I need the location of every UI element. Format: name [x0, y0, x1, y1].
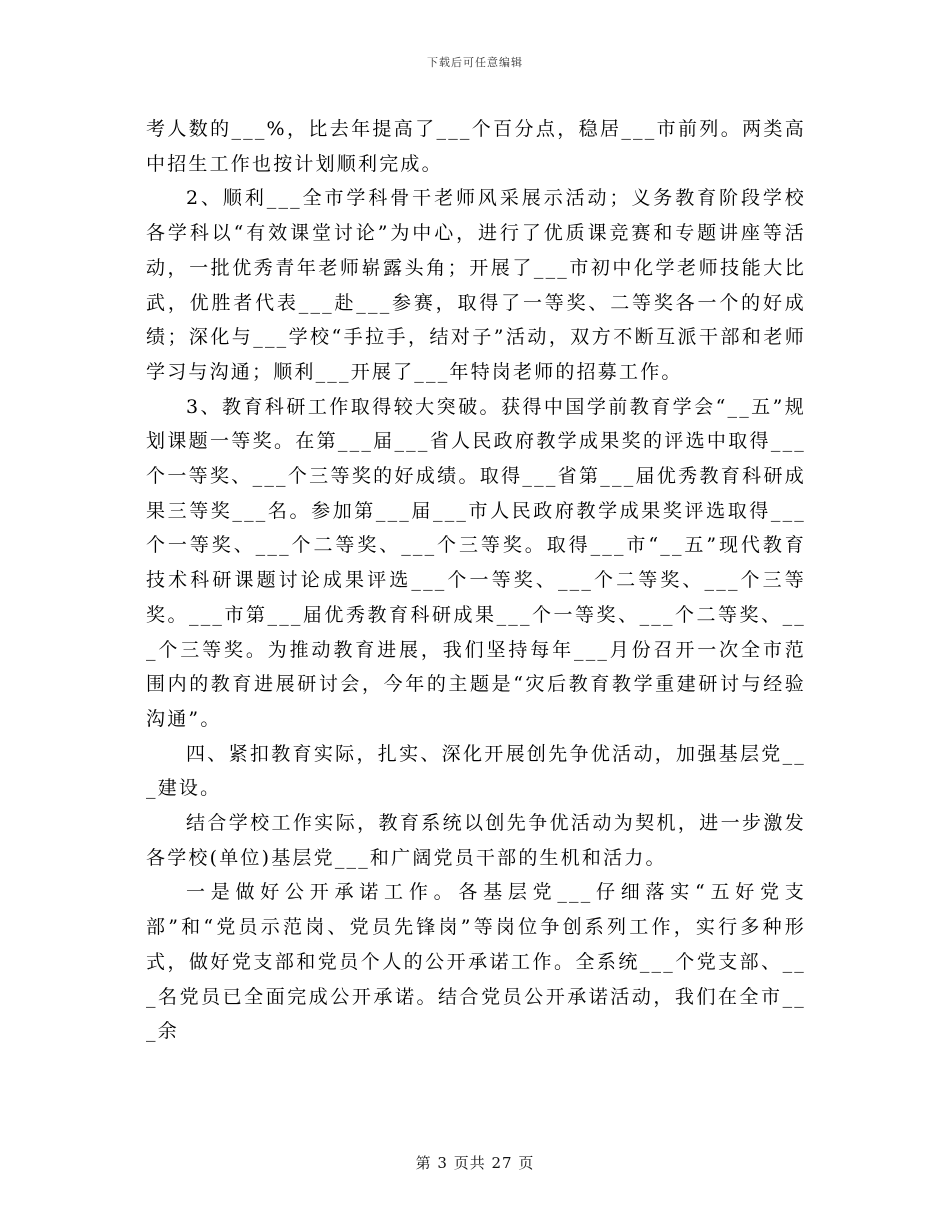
paragraph-1: 考人数的___%，比去年提高了___个百分点，稳居___市前列。两类高中招生工作也按计划顺利完成。: [146, 118, 806, 175]
paragraph-3: 3、教育科研工作取得较大突破。获得中国学前教育学会“__五”规划课题一等奖。在第___届___省人民政府教学成果奖的评选中取得___个一等奖、___个三等奖的好成绩。取得___省第___届优秀教育科研成果三等奖___名。参加第___届___市人民政府教学成果奖评选取得___个一等奖、___个二等奖、___个三等奖。取得___市“__五”现代教育技术科研课题讨论成果评选___个一等奖、___个二等奖、___个三等奖。___市第___届优秀教育科研成果___个一等奖、___个二等奖、___个三等奖。为推动教育进展，我们坚持每年___月份召开一次全市范围内的教育进展研讨会，今年的主题是“灾后教育教学重建研讨与经验沟通”。: [146, 395, 806, 730]
paragraph-4: 四、紧扣教育实际，扎实、深化开展创先争优活动，加强基层党___建设。: [146, 742, 806, 800]
document-body: [146, 112, 806, 1049]
paragraph-5: 结合学校工作实际，教育系统以创先争优活动为契机，进一步激发各学校(单位)基层党___和广阔党员干部的生机和活力。: [146, 812, 806, 869]
paragraph-6: 一是做好公开承诺工作。各基层党___仔细落实“五好党支部”和“党员示范岗、党员先锋岗”等岗位争创系列工作，实行多种形式，做好党支部和党员个人的公开承诺工作。全系统___个党支部、___名党员已全面完成公开承诺。结合党员公开承诺活动，我们在全市___余: [146, 881, 806, 1043]
paragraph-2: 2、顺利___全市学科骨干老师风采展示活动；义务教育阶段学校各学科以“有效课堂讨论”为中心，进行了优质课竞赛和专题讲座等活动，一批优秀青年老师崭露头角；开展了___市初中化学老师技能大比武，优胜者代表___赴___参赛，取得了一等奖、二等奖各一个的好成绩；深化与___学校“手拉手，结对子”活动，双方不断互派干部和老师学习与沟通；顺利___开展了___年特岗老师的招募工作。: [146, 187, 806, 383]
page-header: 下载后可任意编辑: [427, 56, 523, 69]
page-number-footer: 第 3 页共 27 页: [415, 1154, 535, 1172]
